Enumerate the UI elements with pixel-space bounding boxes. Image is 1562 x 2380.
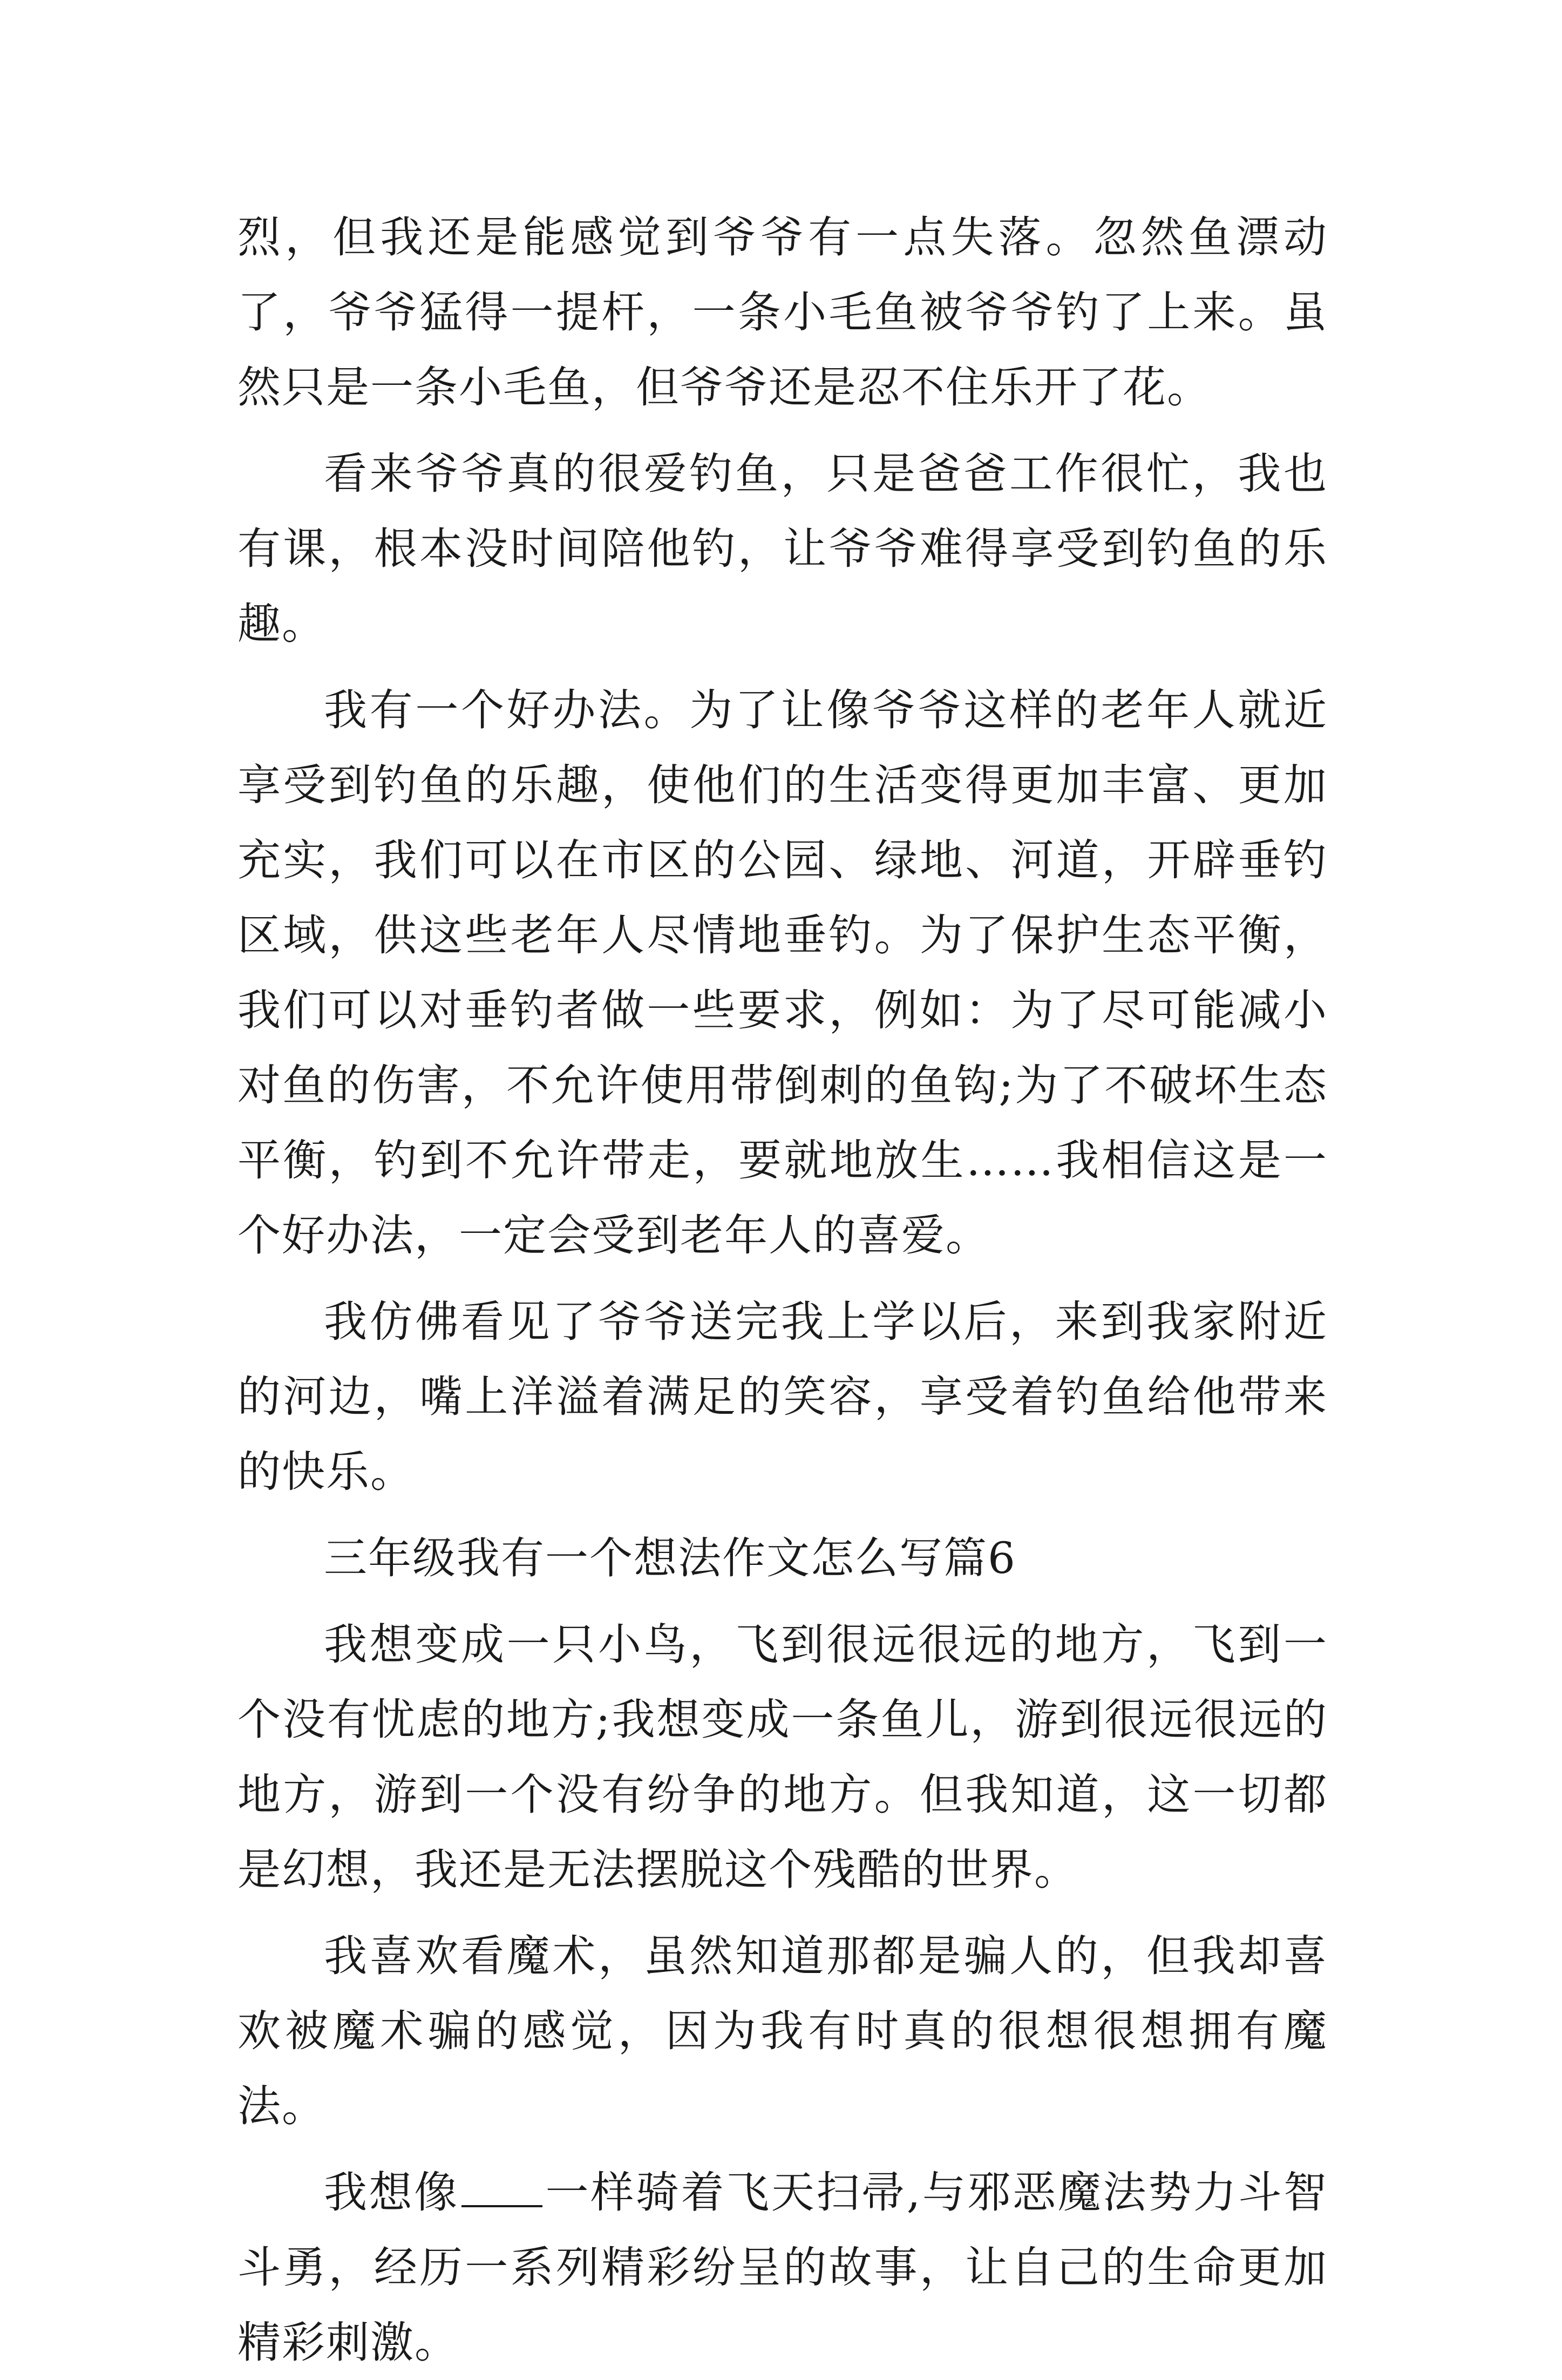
fill-in-blank xyxy=(461,2167,542,2207)
paragraph: 看来爷爷真的很爱钓鱼，只是爸爸工作很忙，我也有课，根本没时间陪他钓，让爷爷难得享受到钓鱼的乐趣。 xyxy=(237,449,1328,649)
section-heading: 三年级我有一个想法作文怎么写篇6 xyxy=(324,1533,1016,1583)
paragraph-with-blank xyxy=(237,2155,1328,2380)
text-before-blank: 我想像 xyxy=(324,2167,459,2218)
paragraph: 我仿佛看见了爷爷送完我上学以后，来到我家附近的河边，嘴上洋溢着满足的笑容，享受着钓鱼给他带来的快乐。 xyxy=(237,1297,1328,1497)
paragraph-continued: 烈，但我还是能感觉到爷爷有一点失落。忽然鱼漂动了，爷爷猛得一提杆，一条小毛鱼被爷爷钓了上来。虽然只是一条小毛鱼，但爷爷还是忍不住乐开了花。 xyxy=(237,212,1328,412)
document-body xyxy=(237,200,1328,2380)
text-after-blank: 一样骑着飞天扫帚,与邪恶魔法势力斗智斗勇，经历一系列精彩纷呈的故事，让自己的生命更加精彩刺激。 xyxy=(237,2167,1328,2368)
paragraph: 我有一个好办法。为了让像爷爷这样的老年人就近享受到钓鱼的乐趣，使他们的生活变得更加丰富、更加充实，我们可以在市区的公园、绿地、河道，开辟垂钓区域，供这些老年人尽情地垂钓。为了保护生态平衡，我们可以对垂钓者做一些要求，例如：为了尽可能减小对鱼的伤害，不允许使用带倒刺的鱼钩;为了不破坏生态平衡，钓到不允许带走，要就地放生……我相信这是一个好办法，一定会受到老年人的喜爱。 xyxy=(237,685,1328,1260)
paragraph: 我想变成一只小鸟，飞到很远很远的地方，飞到一个没有忧虑的地方;我想变成一条鱼儿，游到很远很远的地方，游到一个没有纷争的地方。但我知道，这一切都是幻想，我还是无法摆脱这个残酷的世界。 xyxy=(237,1619,1328,1895)
paragraph: 我喜欢看魔术，虽然知道那都是骗人的，但我却喜欢被魔术骗的感觉，因为我有时真的很想很想拥有魔法。 xyxy=(237,1931,1328,2131)
